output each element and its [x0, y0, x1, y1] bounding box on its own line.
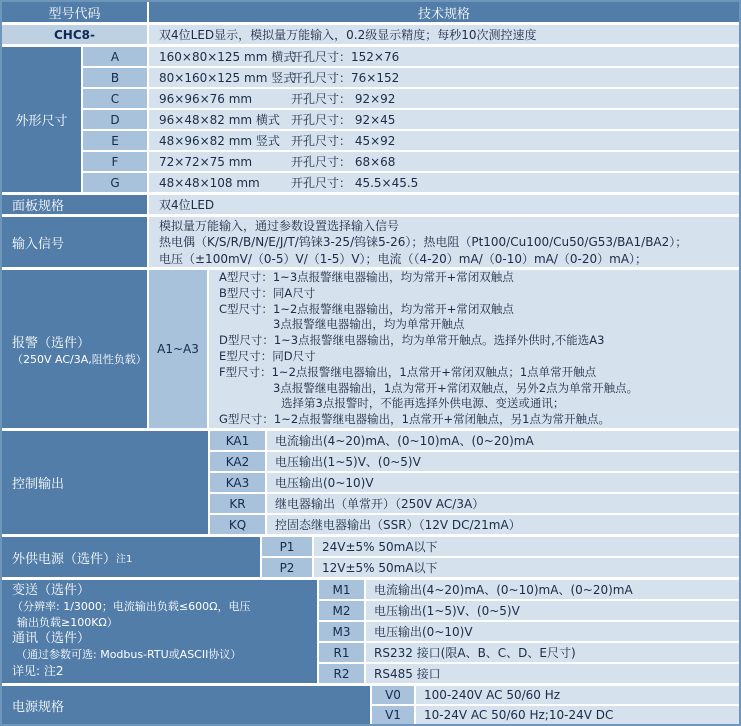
dim-cutout: 开孔尺寸： 45.5×45.5 [291, 176, 419, 191]
transmit-desc: 电压输出(1~5)V、(0~5)V [366, 601, 739, 620]
transmit-desc: 电流输出(4~20)mA、(0~10)mA、(0~20)mA [366, 580, 739, 599]
alarm-line: C型尺寸：1~2点报警继电器输出，均为常开+常闭双触点 [219, 301, 514, 316]
comm-label: 通讯（选件） [12, 631, 91, 646]
control-code: KA1 [210, 431, 265, 450]
input-signal-label: 输入信号 [2, 217, 147, 267]
power-code: V1 [372, 706, 414, 724]
control-desc: 电压输出(1~5)V、(0~5)V [267, 452, 739, 471]
transmit-row [319, 601, 739, 620]
input-signal-line: 热电偶（K/S/R/B/N/E/J/T/钨铼3-25/钨铼5-26）；热电阻（Pt100/Cu100/Cu50/G53/BA1/BA2）； [159, 235, 688, 250]
table-header-row [2, 2, 739, 22]
alarm-line: 3点报警继电器输出，1点为常开+常闭双触点，另外2点为单常开触点。 [273, 380, 639, 395]
dim-cutout: 开孔尺寸： 92×92 [291, 92, 396, 107]
dim-size: 160×80×125 mm 横式 [159, 50, 296, 65]
ext-power-desc: 24V±5% 50mA以下 [314, 537, 739, 556]
power-row [372, 706, 739, 724]
control-desc: 控固态继电器输出（SSR）（12V DC/21mA） [267, 515, 739, 534]
dim-code: G [83, 173, 147, 192]
control-code: KQ [210, 515, 265, 534]
ext-power-code: P1 [262, 537, 312, 556]
transmit-code: M1 [319, 580, 364, 599]
alarm-label-rating: （250V AC/3A,阻性负载） [12, 352, 147, 366]
comm-row [319, 664, 739, 683]
transmit-comm-section [2, 580, 739, 683]
dim-size: 96×96×76 mm [159, 91, 253, 106]
ext-power-section [2, 537, 739, 577]
power-desc: 100-240V AC 50/60 Hz [416, 686, 739, 704]
dimension-row-b [83, 68, 739, 87]
control-code: KA3 [210, 473, 265, 492]
dimensions-label: 外形尺寸 [2, 47, 81, 192]
control-desc: 电压输出(0~10)V [267, 473, 739, 492]
ext-power-row [262, 537, 739, 556]
transmit-row [319, 622, 739, 641]
dimension-row-e [83, 131, 739, 150]
model-description: 双4位LED显示，模拟量万能输入，0.2级显示精度；每秒10次测控速度 [149, 25, 739, 44]
transmit-row [319, 580, 739, 599]
alarm-section [2, 270, 739, 428]
comm-desc: RS232 接口(限A、B、C、D、E尺寸) [366, 643, 739, 662]
control-row [210, 473, 739, 492]
dim-code: B [83, 68, 147, 87]
alarm-code: A1~A3 [149, 270, 207, 428]
header-model-code: 型号代码 [2, 2, 147, 22]
dim-code: D [83, 110, 147, 129]
model-row [2, 25, 739, 44]
control-row [210, 515, 739, 534]
dim-cutout: 开孔尺寸： 45×92 [291, 134, 396, 149]
dim-code: E [83, 131, 147, 150]
comm-code: R1 [319, 643, 364, 662]
transmit-desc: 电压输出(0~10)V [366, 622, 739, 641]
comm-desc: RS485 接口 [366, 664, 739, 683]
alarm-line: F型尺寸：1~2点报警继电器输出，1点常开+常闭双触点；1点单常开触点 [219, 364, 597, 379]
ext-power-label: 外供电源（选件） [12, 551, 117, 567]
comm-row [319, 643, 739, 662]
power-desc: 10-24V AC 50/60 Hz;10-24V DC [416, 706, 739, 724]
dimension-row-c [83, 89, 739, 108]
comm-code: R2 [319, 664, 364, 683]
ext-power-note: 注1 [116, 553, 133, 565]
alarm-label: 报警（选件） [12, 335, 91, 351]
control-desc: 继电器输出（单常开）（250V AC/3A） [267, 494, 739, 513]
dim-cutout: 开孔尺寸：76×152 [291, 71, 400, 86]
dimension-row-f [83, 152, 739, 171]
dim-code: A [83, 47, 147, 66]
dim-size: 96×48×82 mm 横式 [159, 113, 280, 128]
dimension-row-g [83, 173, 739, 192]
control-row [210, 431, 739, 450]
transmit-code: M2 [319, 601, 364, 620]
comm-note-line: （通过参数可选: Modbus-RTU或ASCII协议） [16, 648, 242, 661]
ext-power-row [262, 558, 739, 577]
control-output-label: 控制输出 [2, 431, 208, 534]
model-code-value: CHC8- [2, 25, 147, 44]
transmit-label: 变送（选件） [12, 583, 91, 598]
transmit-code: M3 [319, 622, 364, 641]
dim-cutout: 开孔尺寸：152×76 [291, 50, 400, 65]
see-note-line: 详见: 注2 [12, 664, 64, 678]
alarm-line: A型尺寸：1~3点报警继电器输出，均为常开+常闭双触点 [219, 270, 514, 285]
ext-power-code: P2 [262, 558, 312, 577]
control-row [210, 494, 739, 513]
dim-code: C [83, 89, 147, 108]
alarm-line: G型尺寸：1~2点报警继电器输出，1点常开+常闭触点，另1点为常开触点。 [219, 412, 610, 427]
dim-cutout: 开孔尺寸： 68×68 [291, 155, 396, 170]
alarm-line: 选择第3点报警时，不能再选择外供电源、变送或通讯； [281, 396, 565, 411]
dim-size: 72×72×75 mm [159, 154, 253, 169]
control-desc: 电流输出(4~20)mA、(0~10)mA、(0~20)mA [267, 431, 739, 450]
panel-spec-value: 双4位LED [149, 195, 739, 214]
control-row [210, 452, 739, 471]
panel-spec-label: 面板规格 [2, 195, 147, 214]
power-spec-section [2, 686, 739, 724]
dim-size: 48×48×108 mm [159, 175, 260, 190]
transmit-note-line: （分辨率: 1/3000；电流输出负载≤600Ω，电压 [12, 600, 251, 613]
power-spec-label: 电源规格 [2, 686, 370, 724]
header-tech-spec: 技术规格 [149, 2, 739, 22]
input-signal-line: 电压（±100mV/（0-5）V/（1-5）V）；电流（（4-20）mA/（0-10）mA/（0-20）mA）； [159, 251, 648, 266]
control-output-section [2, 431, 739, 534]
panel-spec-row [2, 195, 739, 214]
alarm-line: E型尺寸：同D尺寸 [219, 349, 316, 364]
control-code: KR [210, 494, 265, 513]
control-code: KA2 [210, 452, 265, 471]
input-signal-section [2, 217, 739, 267]
power-code: V0 [372, 686, 414, 704]
dim-size: 48×96×82 mm 竖式 [159, 134, 280, 149]
input-signal-line: 模拟量万能输入，通过参数设置选择输入信号 [159, 219, 400, 234]
dim-code: F [83, 152, 147, 171]
dimensions-section [2, 47, 739, 192]
dim-size: 80×160×125 mm 竖式 [159, 71, 296, 86]
dim-cutout: 开孔尺寸： 92×45 [291, 113, 396, 128]
dimension-row-d [83, 110, 739, 129]
ext-power-desc: 12V±5% 50mA以下 [314, 558, 739, 577]
alarm-line: B型尺寸：同A尺寸 [219, 285, 316, 300]
dimension-row-a [83, 47, 739, 66]
alarm-line: 3点报警继电器输出，均为单常开触点 [273, 317, 465, 332]
transmit-note-line: 输出负载≥100KΩ） [17, 616, 118, 629]
alarm-line: D型尺寸：1~3点报警继电器输出，均为单常开触点。选择外供时,不能选A3 [219, 333, 605, 348]
power-row [372, 686, 739, 704]
